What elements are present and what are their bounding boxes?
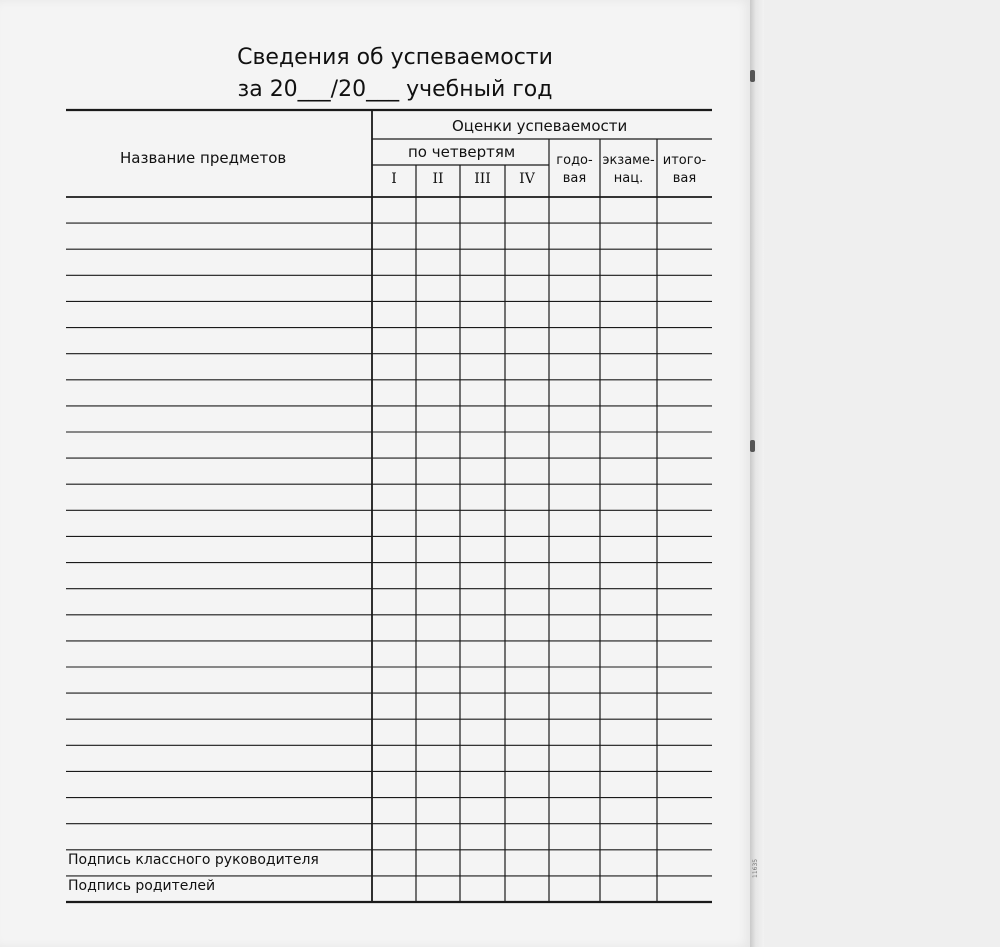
quarter-1-header: I — [391, 171, 397, 187]
annual-header: годо- вая — [556, 153, 593, 186]
subjects-header: Название предметов — [120, 149, 287, 167]
book-spine — [750, 0, 764, 947]
print-code: 11635 — [752, 858, 759, 878]
exam-header: экзаме- нац. — [602, 153, 655, 186]
quarters-header: по четвертям — [408, 143, 516, 161]
grades-header: Оценки успеваемости — [452, 117, 628, 135]
right-page — [764, 0, 1000, 947]
quarter-4-header: IV — [519, 171, 535, 187]
quarter-3-header: III — [474, 171, 491, 187]
final-header: итого- вая — [662, 153, 707, 186]
title-line-2: за 20___/20___ учебный год — [237, 77, 553, 102]
class-teacher-signature-label: Подпись классного руководителя — [68, 852, 319, 868]
title-line-1: Сведения об успеваемости — [237, 45, 553, 70]
parents-signature-label: Подпись родителей — [68, 878, 216, 894]
quarter-2-header: II — [432, 171, 444, 187]
